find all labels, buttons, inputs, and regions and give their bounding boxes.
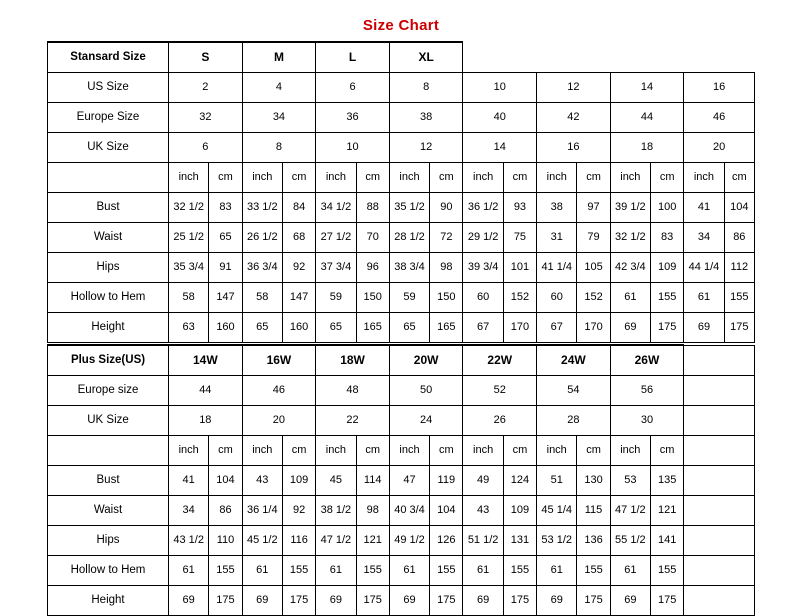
size-value: 6 [169,133,243,163]
row-label: Bust [48,466,169,496]
measure-value: 170 [503,313,536,343]
measure-value: 59 [389,283,429,313]
unit-cell: cm [577,436,610,466]
measure-value: 96 [356,253,389,283]
measure-value: 121 [651,496,684,526]
measure-value: 155 [356,556,389,586]
measure-value: 69 [684,313,724,343]
size-value: 10 [316,133,390,163]
measure-value: 152 [577,283,610,313]
size-value: 56 [610,376,684,406]
measure-value: 92 [282,496,315,526]
unit-cell: inch [610,163,650,193]
measure-value: 165 [430,313,463,343]
measure-value: 155 [651,556,684,586]
row-label: UK Size [48,406,169,436]
measure-value: 72 [430,223,463,253]
unit-cell: cm [430,436,463,466]
unit-cell: cm [651,436,684,466]
measure-value: 38 1/2 [316,496,356,526]
measure-value: 59 [316,283,356,313]
measure-value: 98 [430,253,463,283]
table-row [48,586,755,616]
size-value: 52 [463,376,537,406]
row-label: Height [48,313,169,343]
size-group-header: XL [389,42,463,73]
measure-value: 141 [651,526,684,556]
measure-value: 25 1/2 [169,223,209,253]
unit-cell: inch [389,436,429,466]
size-value: 44 [610,103,684,133]
measure-value: 36 1/2 [463,193,503,223]
measure-value: 147 [282,283,315,313]
size-value: 18 [610,133,684,163]
measure-value: 69 [169,586,209,616]
unit-cell: inch [169,163,209,193]
measure-value: 75 [503,223,536,253]
measure-value: 175 [430,586,463,616]
row-label: US Size [48,73,169,103]
table-row [48,223,755,253]
unit-cell: inch [316,163,356,193]
measure-value: 44 1/4 [684,253,724,283]
measure-value: 104 [430,496,463,526]
measure-value: 91 [209,253,242,283]
spacer-cell [684,376,755,406]
measure-value: 155 [282,556,315,586]
measure-value: 83 [209,193,242,223]
measure-value: 90 [430,193,463,223]
measure-value: 31 [537,223,577,253]
measure-value: 49 1/2 [389,526,429,556]
size-group-header: 18W [316,345,390,376]
measure-value: 175 [651,313,684,343]
measure-value: 104 [724,193,754,223]
unit-cell: inch [463,436,503,466]
size-value: 10 [463,73,537,103]
measure-value: 40 3/4 [389,496,429,526]
measure-value: 175 [356,586,389,616]
measure-value: 109 [282,466,315,496]
measure-value: 84 [282,193,315,223]
unit-cell: inch [610,436,650,466]
size-value: 30 [610,406,684,436]
measure-value: 126 [430,526,463,556]
measure-value: 67 [537,313,577,343]
measure-value: 131 [503,526,536,556]
spacer-cell [684,406,755,436]
measure-value: 45 1/4 [537,496,577,526]
measure-value: 53 [610,466,650,496]
size-group-header: L [316,42,390,73]
measure-value: 97 [577,193,610,223]
size-value: 40 [463,103,537,133]
measure-value: 100 [651,193,684,223]
measure-value: 175 [282,586,315,616]
unit-cell: cm [356,436,389,466]
measure-value: 93 [503,193,536,223]
measure-value: 135 [651,466,684,496]
measure-value: 55 1/2 [610,526,650,556]
measure-value: 47 1/2 [610,496,650,526]
measure-value: 155 [503,556,536,586]
measure-value: 51 1/2 [463,526,503,556]
measure-value: 41 [169,466,209,496]
measure-value: 47 1/2 [316,526,356,556]
measure-value: 28 1/2 [389,223,429,253]
measure-value: 70 [356,223,389,253]
table-row [48,133,755,163]
measure-value: 69 [242,586,282,616]
row-label: Waist [48,223,169,253]
unit-cell: cm [651,163,684,193]
size-value: 46 [684,103,755,133]
size-group-header: M [242,42,316,73]
measure-value: 27 1/2 [316,223,356,253]
measure-value: 60 [463,283,503,313]
measure-value: 150 [430,283,463,313]
size-value: 8 [389,73,463,103]
measure-value: 175 [651,586,684,616]
measure-value: 38 3/4 [389,253,429,283]
size-value: 16 [684,73,755,103]
measure-value: 175 [577,586,610,616]
measure-value: 115 [577,496,610,526]
measure-value: 69 [610,313,650,343]
row-label: Europe Size [48,103,169,133]
measure-value: 175 [503,586,536,616]
size-value: 14 [463,133,537,163]
row-label: Bust [48,193,169,223]
plus-size-table [47,344,755,616]
measure-value: 112 [724,253,754,283]
measure-value: 35 3/4 [169,253,209,283]
measure-value: 160 [209,313,242,343]
unit-cell: cm [209,163,242,193]
measure-value: 69 [316,586,356,616]
measure-value: 114 [356,466,389,496]
table-row [48,556,755,586]
spacer-cell [684,586,755,616]
measure-value: 69 [463,586,503,616]
measure-value: 69 [389,586,429,616]
measure-value: 45 [316,466,356,496]
measure-value: 41 1/4 [537,253,577,283]
table-row [48,466,755,496]
corner-label: Plus Size(US) [48,345,169,376]
table-row [48,345,755,376]
measure-value: 67 [463,313,503,343]
spacer-cell [684,556,755,586]
measure-value: 69 [537,586,577,616]
measure-value: 152 [503,283,536,313]
measure-value: 32 1/2 [610,223,650,253]
measure-value: 38 [537,193,577,223]
measure-value: 175 [724,313,754,343]
measure-value: 39 3/4 [463,253,503,283]
measure-value: 51 [537,466,577,496]
measure-value: 86 [724,223,754,253]
measure-value: 170 [577,313,610,343]
measure-value: 175 [209,586,242,616]
measure-value: 45 1/2 [242,526,282,556]
size-value: 54 [537,376,611,406]
size-value: 24 [389,406,463,436]
unit-cell: cm [724,163,754,193]
measure-value: 165 [356,313,389,343]
measure-value: 147 [209,283,242,313]
unit-cell: cm [209,436,242,466]
measure-value: 61 [610,283,650,313]
measure-value: 121 [356,526,389,556]
standard-size-table [47,41,755,343]
page-title: Size Chart [362,17,440,34]
measure-value: 109 [651,253,684,283]
size-group-header: 24W [537,345,611,376]
measure-value: 43 [242,466,282,496]
measure-value: 61 [684,283,724,313]
size-value: 18 [169,406,243,436]
unit-cell: inch [537,436,577,466]
measure-value: 83 [651,223,684,253]
spacer-cell [684,526,755,556]
measure-value: 36 1/4 [242,496,282,526]
unit-cell: cm [503,436,536,466]
table-row [48,103,755,133]
unit-cell: cm [282,163,315,193]
measure-value: 61 [610,556,650,586]
spacer-cell [684,466,755,496]
row-label: Europe size [48,376,169,406]
measure-value: 26 1/2 [242,223,282,253]
size-value: 2 [169,73,243,103]
spacer-cell [684,345,755,376]
measure-value: 124 [503,466,536,496]
unit-cell: cm [577,163,610,193]
measure-value: 155 [724,283,754,313]
table-row [48,253,755,283]
size-value: 22 [316,406,390,436]
table-row [48,42,755,73]
size-group-header: 14W [169,345,243,376]
measure-value: 60 [537,283,577,313]
measure-value: 58 [169,283,209,313]
measure-value: 68 [282,223,315,253]
measure-value: 119 [430,466,463,496]
unit-cell: cm [282,436,315,466]
unit-cell: cm [430,163,463,193]
measure-value: 32 1/2 [169,193,209,223]
table-row [48,376,755,406]
unit-cell: inch [463,163,503,193]
size-group-header: 26W [610,345,684,376]
measure-value: 36 3/4 [242,253,282,283]
table-row [48,313,755,343]
measure-value: 42 3/4 [610,253,650,283]
size-value: 36 [316,103,390,133]
measure-value: 98 [356,496,389,526]
size-value: 46 [242,376,316,406]
size-value: 20 [242,406,316,436]
row-label: Waist [48,496,169,526]
measure-value: 65 [242,313,282,343]
row-label: Hollow to Hem [48,556,169,586]
size-value: 42 [537,103,611,133]
size-value: 44 [169,376,243,406]
spacer-cell [684,436,755,466]
measure-value: 104 [209,466,242,496]
size-group-header: 22W [463,345,537,376]
measure-value: 33 1/2 [242,193,282,223]
measure-value: 37 3/4 [316,253,356,283]
measure-value: 69 [610,586,650,616]
measure-value: 61 [537,556,577,586]
measure-value: 53 1/2 [537,526,577,556]
size-value: 38 [389,103,463,133]
measure-value: 34 1/2 [316,193,356,223]
measure-value: 61 [389,556,429,586]
measure-value: 34 [684,223,724,253]
measure-value: 39 1/2 [610,193,650,223]
measure-value: 160 [282,313,315,343]
unit-cell: inch [389,163,429,193]
measure-value: 61 [463,556,503,586]
measure-value: 101 [503,253,536,283]
measure-value: 65 [209,223,242,253]
measure-value: 43 1/2 [169,526,209,556]
unit-cell: inch [242,163,282,193]
measure-value: 41 [684,193,724,223]
table-row [48,73,755,103]
measure-value: 43 [463,496,503,526]
table-row [48,163,755,193]
size-value: 48 [316,376,390,406]
table-row [48,526,755,556]
measure-value: 79 [577,223,610,253]
size-group-header: 16W [242,345,316,376]
measure-value: 63 [169,313,209,343]
measure-value: 65 [389,313,429,343]
measure-value: 49 [463,466,503,496]
measure-value: 155 [577,556,610,586]
row-label [48,436,169,466]
measure-value: 116 [282,526,315,556]
measure-value: 65 [316,313,356,343]
measure-value: 35 1/2 [389,193,429,223]
unit-cell: inch [169,436,209,466]
size-value: 26 [463,406,537,436]
measure-value: 155 [209,556,242,586]
measure-value: 61 [316,556,356,586]
row-label: UK Size [48,133,169,163]
measure-value: 92 [282,253,315,283]
size-value: 16 [537,133,611,163]
corner-label: Stansard Size [48,42,169,73]
table-row [48,496,755,526]
size-group-header: 20W [389,345,463,376]
measure-value: 155 [651,283,684,313]
size-value: 28 [537,406,611,436]
size-value: 20 [684,133,755,163]
row-label: Hips [48,526,169,556]
measure-value: 61 [242,556,282,586]
measure-value: 47 [389,466,429,496]
size-value: 4 [242,73,316,103]
measure-value: 109 [503,496,536,526]
measure-value: 110 [209,526,242,556]
row-label: Hips [48,253,169,283]
measure-value: 34 [169,496,209,526]
size-value: 6 [316,73,390,103]
unit-cell: cm [503,163,536,193]
unit-cell: inch [316,436,356,466]
row-label [48,163,169,193]
measure-value: 29 1/2 [463,223,503,253]
table-row [48,193,755,223]
table-row [48,436,755,466]
measure-value: 61 [169,556,209,586]
size-value: 34 [242,103,316,133]
unit-cell: cm [356,163,389,193]
size-value: 12 [537,73,611,103]
row-label: Hollow to Hem [48,283,169,313]
size-value: 14 [610,73,684,103]
measure-value: 136 [577,526,610,556]
measure-value: 130 [577,466,610,496]
size-value: 50 [389,376,463,406]
table-row [48,406,755,436]
row-label: Height [48,586,169,616]
measure-value: 155 [430,556,463,586]
unit-cell: inch [242,436,282,466]
measure-value: 58 [242,283,282,313]
measure-value: 86 [209,496,242,526]
size-value: 8 [242,133,316,163]
measure-value: 150 [356,283,389,313]
spacer-cell [684,496,755,526]
unit-cell: inch [684,163,724,193]
table-row [48,283,755,313]
size-value: 12 [389,133,463,163]
measure-value: 105 [577,253,610,283]
unit-cell: inch [537,163,577,193]
size-group-header: S [169,42,243,73]
measure-value: 88 [356,193,389,223]
size-value: 32 [169,103,243,133]
